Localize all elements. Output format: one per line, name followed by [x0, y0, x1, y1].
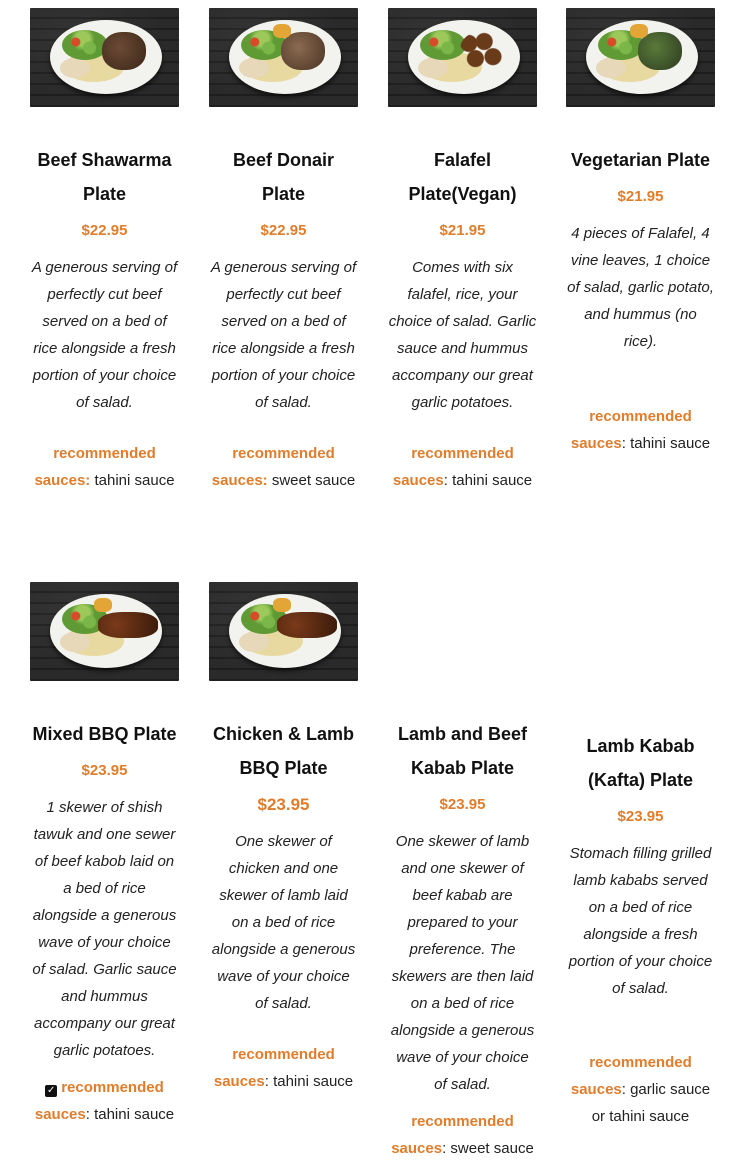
dish-title: Mixed BBQ Plate: [32, 724, 177, 744]
recommended-sauce: recommended sauces: garlic sauce or tahini sauce: [570, 1054, 711, 1125]
dish-description: Stomach filling grilled lamb kababs served on a bed of rice alongside a fresh portion of your choice of salad.: [568, 845, 713, 997]
recommended-sauce: recommended sauces: tahini sauce: [392, 445, 533, 489]
dish-description: One skewer of lamb and one skewer of beef kabab are prepared to your preference. The skewers are then laid on a bed of rice alongside a generous wave of your choice of salad.: [390, 833, 535, 1093]
dish-description: 1 skewer of shish tawuk and one sewer of beef kabob laid on a bed of rice alongside a generous wave of your choice of salad. Garlic sauce and hummus accompany our great garlic potatoes.: [32, 799, 177, 1059]
dish-description: Comes with six falafel, rice, your choice of salad. Garlic sauce and hummus accompany our great garlic potatoes.: [388, 259, 537, 411]
photo-placeholder: [566, 594, 715, 693]
menu-card-lamb-beef-kabab: [388, 582, 537, 1162]
dish-title: Lamb Kabab (Kafta) Plate: [586, 736, 695, 790]
dish-description: One skewer of chicken and one skewer of lamb laid on a bed of rice alongside a generous wave of your choice of salad.: [211, 833, 356, 1012]
dish-photo[interactable]: [209, 582, 358, 681]
dish-price: $23.95: [257, 795, 310, 814]
recommended-sauce: recommended sauces: tahini sauce: [34, 445, 175, 489]
dish-title: Beef Donair Plate: [232, 150, 335, 204]
dish-title: Falafel Plate(Vegan): [408, 150, 517, 204]
dish-photo[interactable]: [566, 8, 715, 107]
menu-card-chicken-lamb-bbq: [209, 582, 358, 1095]
dish-price: $22.95: [81, 222, 128, 239]
dish-price: $21.95: [617, 188, 664, 205]
dish-price: $23.95: [617, 808, 664, 825]
dish-photo[interactable]: [209, 8, 358, 107]
menu-card-vegetarian: [566, 8, 715, 457]
recommended-sauce: recommended sauces: tahini sauce: [570, 408, 711, 452]
recommended-sauce: recommended sauces: tahini sauce: [213, 1046, 354, 1090]
dish-price: $21.95: [439, 222, 486, 239]
brand-watermark: [149, 95, 171, 103]
dish-photo[interactable]: [388, 8, 537, 107]
recommended-sauce: ✓ recommended sauces: tahini sauce: [34, 1079, 175, 1123]
dish-title: Beef Shawarma Plate: [37, 150, 172, 204]
dish-price: $23.95: [439, 796, 486, 813]
dish-description: A generous serving of perfectly cut beef served on a bed of rice alongside a fresh portion of your choice of salad.: [31, 259, 178, 411]
dish-description: 4 pieces of Falafel, 4 vine leaves, 1 choice of salad, garlic potato, and hummus (no rice).: [567, 225, 714, 350]
menu-card-falafel: [388, 8, 537, 494]
dish-description: A generous serving of perfectly cut beef served on a bed of rice alongside a fresh portion of your choice of salad.: [210, 259, 357, 411]
checkbox-checked-icon[interactable]: ✓: [47, 1085, 56, 1096]
dish-price: $22.95: [260, 222, 307, 239]
dish-photo[interactable]: [30, 8, 179, 107]
dish-price: $23.95: [81, 762, 128, 779]
dish-title: Chicken & Lamb BBQ Plate: [212, 724, 355, 778]
menu-card-beef-donair: [209, 8, 358, 494]
photo-placeholder: [388, 582, 537, 681]
menu-card-beef-shawarma: [30, 8, 179, 494]
dish-title: Vegetarian Plate: [570, 150, 711, 170]
recommended-sauce: recommended sauces: sweet sauce: [211, 445, 356, 489]
dish-title: Lamb and Beef Kabab Plate: [397, 724, 528, 778]
menu-card-lamb-kabab-kafta: [566, 594, 715, 1130]
menu-card-mixed-bbq: [30, 582, 179, 1128]
dish-photo[interactable]: [30, 582, 179, 681]
recommended-sauce: recommended sauces: sweet sauce: [391, 1113, 534, 1157]
